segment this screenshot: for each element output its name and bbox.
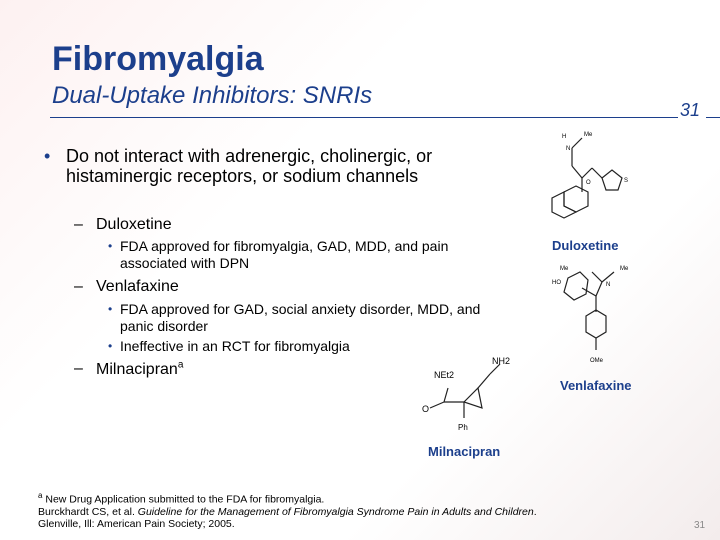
detail-marker: • <box>108 302 113 316</box>
drug-name: Duloxetine <box>96 216 172 233</box>
drug-item-duloxetine <box>74 216 172 234</box>
slide-title: Fibromyalgia <box>52 40 264 78</box>
main-bullet-text: Do not interact with adrenergic, cholinergic, or histaminergic receptors, or sodium channels <box>66 146 433 186</box>
atom-label: H <box>562 134 567 140</box>
citation-period: . <box>533 505 537 518</box>
detail-text: Ineffective in an RCT for fibromyalgia <box>120 338 350 354</box>
slide-number: 31 <box>680 100 701 120</box>
venlafaxine-structure <box>552 258 642 370</box>
atom-label: Me <box>584 132 593 138</box>
atom-label: NH2 <box>492 356 511 366</box>
citation-title: Guideline for the Management of Fibromyalgia Syndrome Pain in Adults and Children <box>137 505 534 518</box>
footnote-text: New Drug Application submitted to the FDA for fibromyalgia. <box>45 493 325 506</box>
drug-name: Venlafaxine <box>96 278 179 295</box>
corner-page-number: 31 <box>694 520 706 531</box>
main-bullet <box>44 146 468 186</box>
duloxetine-structure <box>540 122 650 230</box>
footnote-ref: a <box>177 360 184 371</box>
atom-label: OMe <box>590 358 604 364</box>
atom-label: N <box>606 282 611 288</box>
detail-text: FDA approved for fibromyalgia, GAD, MDD, and pain associated with DPN <box>120 238 449 271</box>
milnacipran-structure <box>420 352 520 436</box>
drug-detail <box>108 238 488 272</box>
atom-label: O <box>422 404 430 414</box>
atom-label: Me <box>620 266 629 272</box>
dash-marker: – <box>74 278 83 295</box>
dash-marker: – <box>74 360 83 377</box>
drug-item-venlafaxine <box>74 278 179 296</box>
milnacipran-label: Milnacipran <box>428 444 501 459</box>
duloxetine-label: Duloxetine <box>552 238 619 253</box>
atom-label: NEt2 <box>434 370 455 380</box>
footnote-line-3: Glenville, Ill: American Pain Society; 2005. <box>38 517 235 530</box>
slide-subtitle: Dual-Uptake Inhibitors: SNRIs <box>52 82 373 109</box>
header-divider-end <box>706 117 720 118</box>
atom-label: N <box>566 146 571 152</box>
drug-name: Milnacipran <box>96 361 178 379</box>
footnote-line-1 <box>38 490 638 506</box>
drug-item-milnacipran <box>74 360 183 379</box>
drug-detail <box>108 301 488 335</box>
atom-label: S <box>624 178 629 184</box>
header-divider <box>50 117 678 118</box>
atom-label: O <box>586 180 591 186</box>
detail-marker: • <box>108 339 113 353</box>
footnote-marker: a <box>38 491 43 500</box>
footnote-line-2 <box>38 506 638 518</box>
venlafaxine-label: Venlafaxine <box>560 378 632 393</box>
footnote <box>38 490 638 530</box>
atom-label: HO <box>552 280 561 286</box>
bullet-marker: • <box>44 146 51 166</box>
atom-label: Ph <box>458 423 468 432</box>
dash-marker: – <box>74 216 83 233</box>
detail-marker: • <box>108 239 113 253</box>
citation-authors: Burckhardt CS, et al. <box>38 505 138 518</box>
detail-text: FDA approved for GAD, social anxiety disorder, MDD, and panic disorder <box>120 301 481 334</box>
atom-label: Me <box>560 266 569 272</box>
